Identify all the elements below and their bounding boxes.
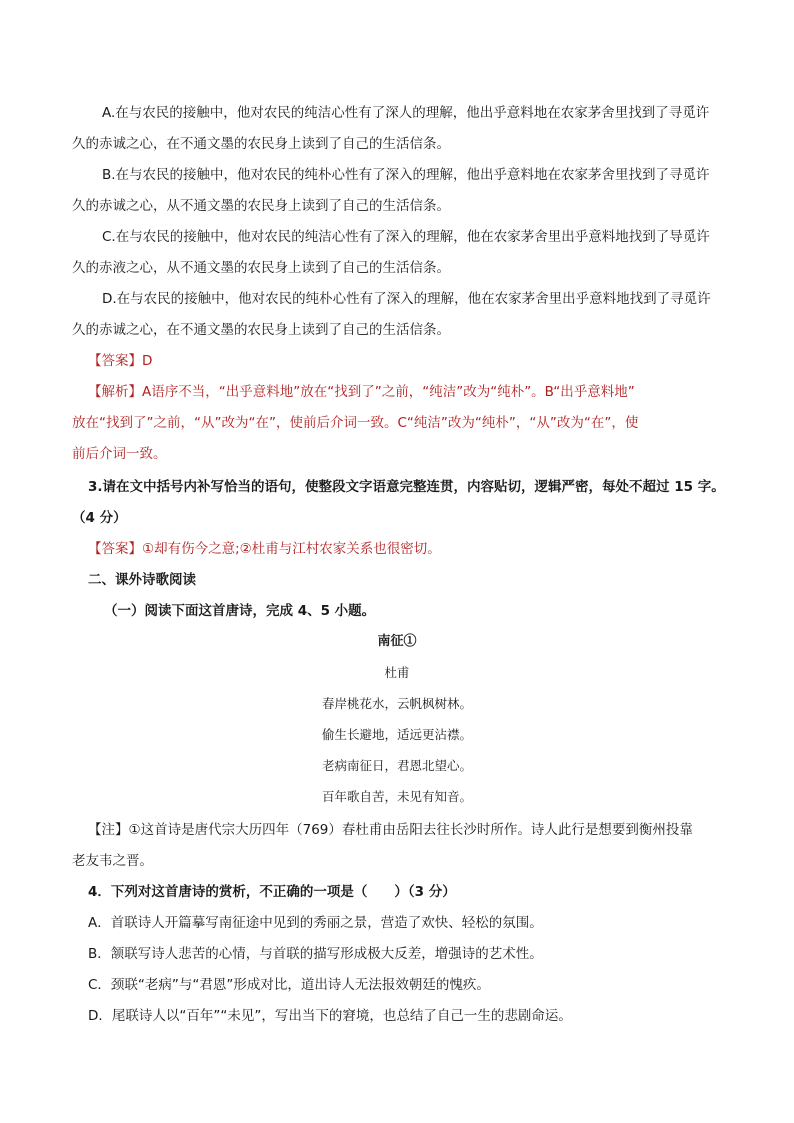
poem-line: 百年歌自苦，未见有知音。	[321, 789, 472, 804]
poem-line: 老病南征日，君恩北望心。	[321, 758, 472, 773]
q4-option-b: B．颔联写诗人悲苦的心情，与首联的描写形成极大反差，增强诗的艺术性。	[88, 946, 543, 962]
q2-option-c-line2: 久的赤液之心，从不通文墨的农民身上读到了自己的生活信条。	[72, 260, 450, 276]
poem-author: 杜甫	[384, 665, 410, 680]
q2-analysis-line1	[88, 382, 635, 402]
q4-option-a: A．首联诗人开篇摹写南征途中见到的秀丽之景，营造了欢快、轻松的氛围。	[88, 915, 543, 931]
q2-option-b-line2: 久的赤诚之心，从不通文墨的农民身上读到了自己的生活信条。	[72, 198, 450, 214]
q4-option-d: D．尾联诗人以“百年”“未见”，写出当下的窘境，也总结了自己一生的悲剧命运。	[88, 1008, 572, 1024]
q2-option-d-line2: 久的赤诚之心，在不通文墨的农民身上读到了自己的生活信条。	[72, 322, 450, 338]
poem-title: 南征①	[377, 634, 417, 649]
poem-line: 春岸桃花水，云帆枫树林。	[321, 696, 472, 711]
section-heading: 二、课外诗歌阅读	[88, 572, 196, 588]
answer-label: 【答案】	[88, 541, 142, 557]
q2-option-a-line2: 久的赤诚之心，在不通文墨的农民身上读到了自己的生活信条。	[72, 136, 450, 152]
poem-line: 偷生长避地，适远更沾襟。	[321, 727, 472, 742]
q2-answer	[88, 351, 152, 371]
note-line1: 【注】①这首诗是唐代宗大历四年（769）春杜甫由岳阳去往长沙时所作。诗人此行是想要到衡州投靠	[88, 822, 693, 838]
answer-label: 【答案】	[88, 353, 142, 369]
q2-analysis-line2: 放在“找到了”之前，“从”改为“在”，使前后介词一致。C“纯洁”改为“纯朴”，“从”改为“在”，使	[72, 415, 639, 431]
analysis-label: 【解析】	[88, 384, 142, 400]
answer-value: ①却有伤今之意;②杜甫与江村农家关系也很密切。	[142, 541, 441, 557]
q2-option-d-line1: D.在与农民的接触中，他对农民的纯朴心性有了深入的理解，他在农家茅舍里出乎意料地找到了寻觅许	[102, 291, 711, 307]
q2-analysis-line3: 前后介词一致。	[72, 446, 167, 462]
q2-option-b-line1: B.在与农民的接触中，他对农民的纯朴心性有了深入的理解，他出乎意料地在农家茅舍里找到了寻觅许	[102, 167, 710, 183]
q4-stem: 4．下列对这首唐诗的赏析，不正确的一项是（ ）（3 分）	[88, 884, 456, 900]
q3-answer	[88, 539, 441, 559]
section-subheading: （一）阅读下面这首唐诗，完成 4、5 小题。	[104, 603, 376, 619]
answer-value: D	[142, 353, 153, 369]
q3-stem-line1: 3.请在文中括号内补写恰当的语句，使整段文字语意完整连贯，内容贴切，逻辑严密，每处不超过 15 字。	[88, 479, 725, 495]
q2-option-c-line1: C.在与农民的接触中，他对农民的纯洁心性有了深入的理解，他在农家茅舍里出乎意料地找到了导觅许	[102, 229, 710, 245]
q4-option-c: C．颈联“老病”与“君恩”形成对比，道出诗人无法报效朝廷的愧疚。	[88, 977, 490, 993]
q3-stem-line2: （4 分）	[72, 510, 127, 526]
q2-option-a-line1: A.在与农民的接触中，他对农民的纯洁心性有了深人的理解，他出乎意料地在农家茅舍里找到了寻觅许	[102, 105, 710, 121]
note-line2: 老友韦之晋。	[72, 853, 153, 869]
analysis-text: A语序不当，“出乎意料地”放在“找到了”之前，“纯洁”改为“纯朴”。B“出乎意料地”	[142, 384, 635, 400]
